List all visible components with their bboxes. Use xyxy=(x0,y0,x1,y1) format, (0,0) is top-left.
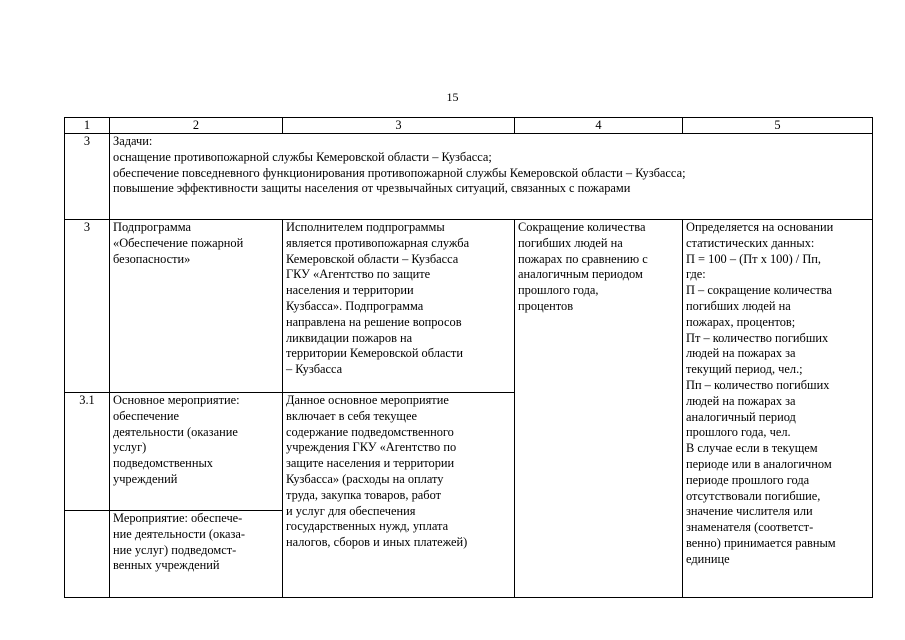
event-name: Мероприятие: обеспече- ние деятельности (оказа- ние услуг) подведомст- венных учреждений xyxy=(110,511,283,598)
tasks-text: Задачи: оснащение противопожарной службы Кемеровской области – Кузбасса; обеспечение повседневного функционирования противопожарной службы Кемеровской области – Кузбасса; повышение эффективности защиты населения от чрезвычайных ситуаций, связанных с пожарами xyxy=(110,134,873,220)
header-cell-3: 3 xyxy=(283,118,515,134)
calculation-method: Определяется на основании статистических данных: П = 100 – (Пт х 100) / Пп, где: П – сокращение количества погибших людей на пожарах, процентов; Пт – количество погибших людей на пожарах за текущий период, чел.; Пп – количество погибших людей на пожарах за аналогичный период прошлого года, чел. В случае если в текущем периоде или в аналогичном периоде прошлого года отсутствовали погибшие, значение числителя или знаменателя (соответст- венно) принимается равным единице xyxy=(683,220,873,598)
main-event-description: Данное основное мероприятие включает в себя текущее содержание подведомственного учреждения ГКУ «Агентство по защите населения и территории Кузбасса» (расходы на оплату труда, закупка товаров, работ и услуг для обеспечения государственных нужд, уплата налогов, сборов и иных платежей) xyxy=(283,393,515,598)
event-row-number xyxy=(65,511,110,598)
indicator-name: Сокращение количества погибших людей на пожарах по сравнению с аналогичным периодом прошлого года, процентов xyxy=(515,220,683,598)
main-event-name: Основное мероприятие: обеспечение деятельности (оказание услуг) подведомственных учреждений xyxy=(110,393,283,511)
tasks-row xyxy=(65,134,873,220)
page-number: 15 xyxy=(446,90,459,104)
header-cell-1: 1 xyxy=(65,118,110,134)
tasks-row-number: 3 xyxy=(65,134,110,220)
indicator-table xyxy=(64,117,873,598)
subprogram-description: Исполнителем подпрограммы является противопожарная служба Кемеровской области – Кузбасса ГКУ «Агентство по защите населения и территории Кузбасса». Подпрограмма направлена на решение вопросов ликвидации пожаров на территории Кемеровской области – Кузбасса xyxy=(283,220,515,393)
subprogram-name: Подпрограмма «Обеспечение пожарной безопасности» xyxy=(110,220,283,393)
header-cell-5: 5 xyxy=(683,118,873,134)
subprogram-row-number: 3 xyxy=(65,220,110,393)
main-event-row-number: 3.1 xyxy=(65,393,110,511)
header-cell-4: 4 xyxy=(515,118,683,134)
subprogram-row xyxy=(65,220,873,393)
header-cell-2: 2 xyxy=(110,118,283,134)
header-row xyxy=(65,118,873,134)
